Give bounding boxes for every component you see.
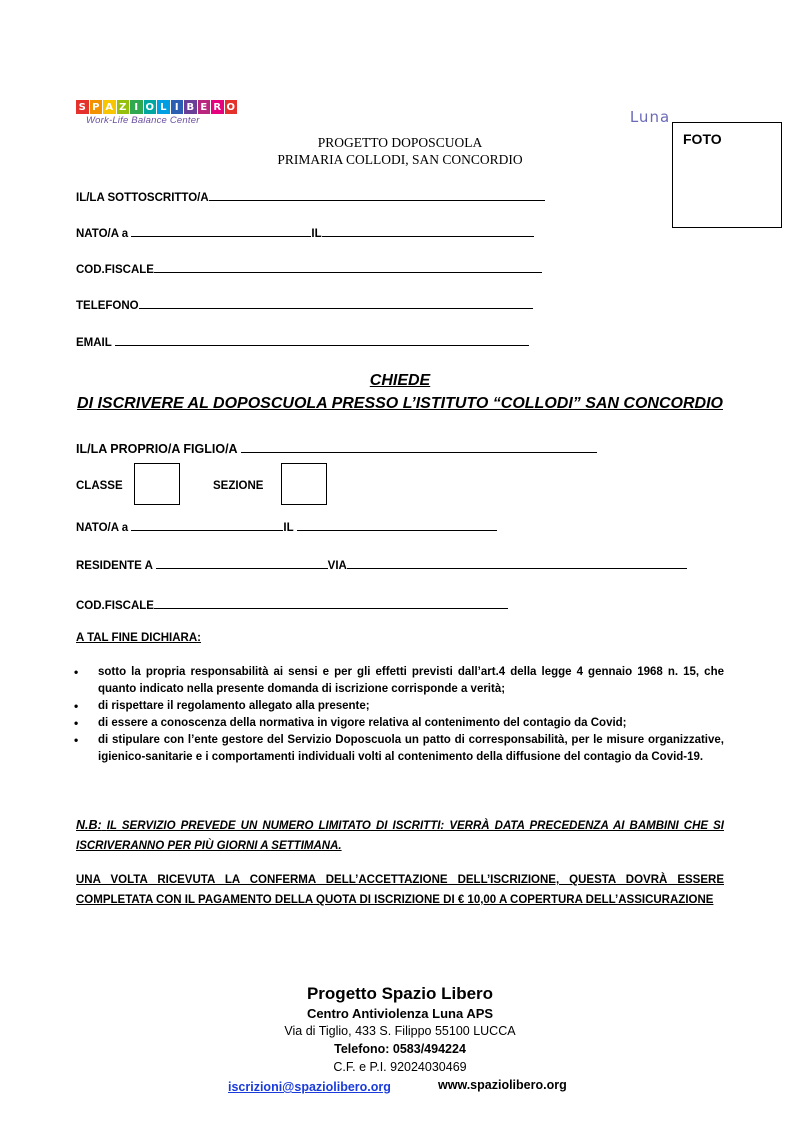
child-cf-line[interactable] — [154, 596, 508, 609]
list-item: • sotto la propria responsabilità ai sensi e per gli effetti previsti dall’art.4 della legge 4 gennaio 1968 n. 15, che quanto indicato nella presente domanda di iscrizione corrisponde a verità; — [76, 664, 724, 698]
child-birth-date-label: IL — [283, 522, 294, 534]
cf-label: COD.FISCALE — [76, 264, 154, 276]
logo-letter-tile: O — [226, 101, 235, 113]
phone-field[interactable] — [76, 296, 533, 312]
moon-icon — [629, 56, 671, 106]
logo-letter-tile: I — [171, 100, 184, 114]
footer-email-link[interactable]: iscrizioni@spaziolibero.org — [228, 1080, 391, 1094]
child-birth-place-line[interactable] — [131, 518, 283, 531]
footer-cf: C.F. e P.I. 92024030469 — [333, 1060, 467, 1074]
child-name-field[interactable] — [76, 440, 597, 456]
nb-label: N.B: — [76, 818, 102, 832]
birth-field[interactable] — [76, 224, 534, 240]
nb-note — [76, 815, 724, 856]
phone-label: TELEFONO — [76, 300, 139, 312]
phone-line[interactable] — [139, 296, 533, 309]
photo-label: FOTO — [683, 131, 722, 147]
logo-letter-tile: E — [198, 100, 211, 114]
footer-email-wrap — [228, 1078, 391, 1096]
email-label: EMAIL — [76, 337, 112, 349]
child-cf-label: COD.FISCALE — [76, 600, 154, 612]
footer-center: Centro Antiviolenza Luna APS — [306, 1006, 494, 1021]
sottoscritto-label: IL/LA SOTTOSCRITTO/A — [76, 192, 209, 204]
luna-logo-text: Luna — [629, 108, 671, 126]
residence-label: RESIDENTE A — [76, 560, 153, 572]
chiede-heading: CHIEDE — [369, 372, 431, 389]
confirmation-note: UNA VOLTA RICEVUTA LA CONFERMA DELL’ACCETTAZIONE DELL’ISCRIZIONE, QUESTA DOVRÀ ESSERE COMPLETATA CON IL PAGAMENTO DELLA QUOTA DI ISCRIZIONE DI € 10,00 A COPERTURA DELL’ASSICURAZIONE — [76, 874, 724, 906]
birth-date-label: IL — [311, 228, 322, 240]
logo-letter-tile: S — [76, 100, 89, 114]
project-title: PROGETTO DOPOSCUOLA — [317, 135, 483, 150]
cf-field[interactable] — [76, 260, 542, 276]
nb-text: IL SERVIZIO PREVEDE UN NUMERO LIMITATO DI ISCRITTI: VERRÀ DATA PRECEDENZA AI BAMBINI CHE SI ISCRIVERANNO PER PIÙ GIORNI A SETTIMANA. — [76, 820, 724, 852]
birth-date-line[interactable] — [322, 224, 534, 237]
luna-logo — [620, 56, 680, 126]
sezione-box[interactable] — [281, 463, 327, 505]
sottoscritto-line[interactable] — [209, 188, 545, 201]
birth-place-label: NATO/A a — [76, 228, 129, 240]
street-line[interactable] — [347, 556, 687, 569]
birth-place-line[interactable] — [131, 224, 311, 237]
dichiara-heading: A TAL FINE DICHIARA: — [76, 632, 202, 644]
logo-subtitle: Work-Life Balance Center — [86, 115, 200, 126]
logo-letter-tile: L — [157, 100, 170, 114]
cf-line[interactable] — [154, 260, 542, 273]
residence-field[interactable] — [76, 556, 687, 572]
footer-address: Via di Tiglio, 433 S. Filippo 55100 LUCCA — [284, 1024, 516, 1038]
logo-tiles — [76, 100, 237, 114]
classe-label: CLASSE — [76, 480, 123, 492]
child-birth-date-line[interactable] — [297, 518, 497, 531]
school-title: PRIMARIA COLLODI, SAN CONCORDIO — [277, 152, 523, 167]
child-name-label: IL/LA PROPRIO/A FIGLIO/A — [76, 442, 238, 456]
photo-box — [672, 122, 782, 228]
sottoscritto-field[interactable] — [76, 188, 545, 204]
child-birth-field[interactable] — [76, 518, 497, 534]
logo-letter-tile: Z — [117, 100, 130, 114]
logo-letter-tile: O — [145, 101, 154, 113]
dichiara-list — [76, 664, 724, 766]
spazio-libero-logo — [76, 100, 237, 126]
footer-phone: Telefono: 0583/494224 — [334, 1042, 466, 1056]
logo-letter-tile: I — [130, 100, 143, 114]
logo-letter-tile: A — [103, 100, 116, 114]
residence-line[interactable] — [156, 556, 328, 569]
logo-letter-tile: B — [184, 100, 197, 114]
sezione-label: SEZIONE — [213, 480, 264, 492]
chiede-subheading: DI ISCRIVERE AL DOPOSCUOLA PRESSO L’ISTITUTO “COLLODI” SAN CONCORDIO — [77, 395, 723, 412]
list-item: • di stipulare con l’ente gestore del Servizio Doposcuola un patto di corresponsabilità, per le misure organizzative, igienico-sanitarie e i comportamenti individuali volti al contenimento della diffusione del contagio da Covid-19. — [76, 732, 724, 766]
footer-project: Progetto Spazio Libero — [306, 984, 494, 1003]
child-cf-field[interactable] — [76, 596, 508, 612]
child-name-line[interactable] — [241, 440, 597, 453]
logo-letter-tile: P — [90, 100, 103, 114]
street-label: VIA — [327, 560, 347, 572]
list-item: • di rispettare il regolamento allegato alla presente; — [76, 698, 724, 715]
email-field[interactable] — [76, 333, 529, 349]
child-birth-place-label: NATO/A a — [76, 522, 129, 534]
logo-letter-tile: R — [211, 100, 224, 114]
classe-box[interactable] — [134, 463, 180, 505]
email-line[interactable] — [115, 333, 529, 346]
list-item: • di essere a conoscenza della normativa in vigore relativa al contenimento del contagio da Covid; — [76, 715, 724, 732]
footer-website[interactable]: www.spaziolibero.org — [438, 1078, 567, 1092]
